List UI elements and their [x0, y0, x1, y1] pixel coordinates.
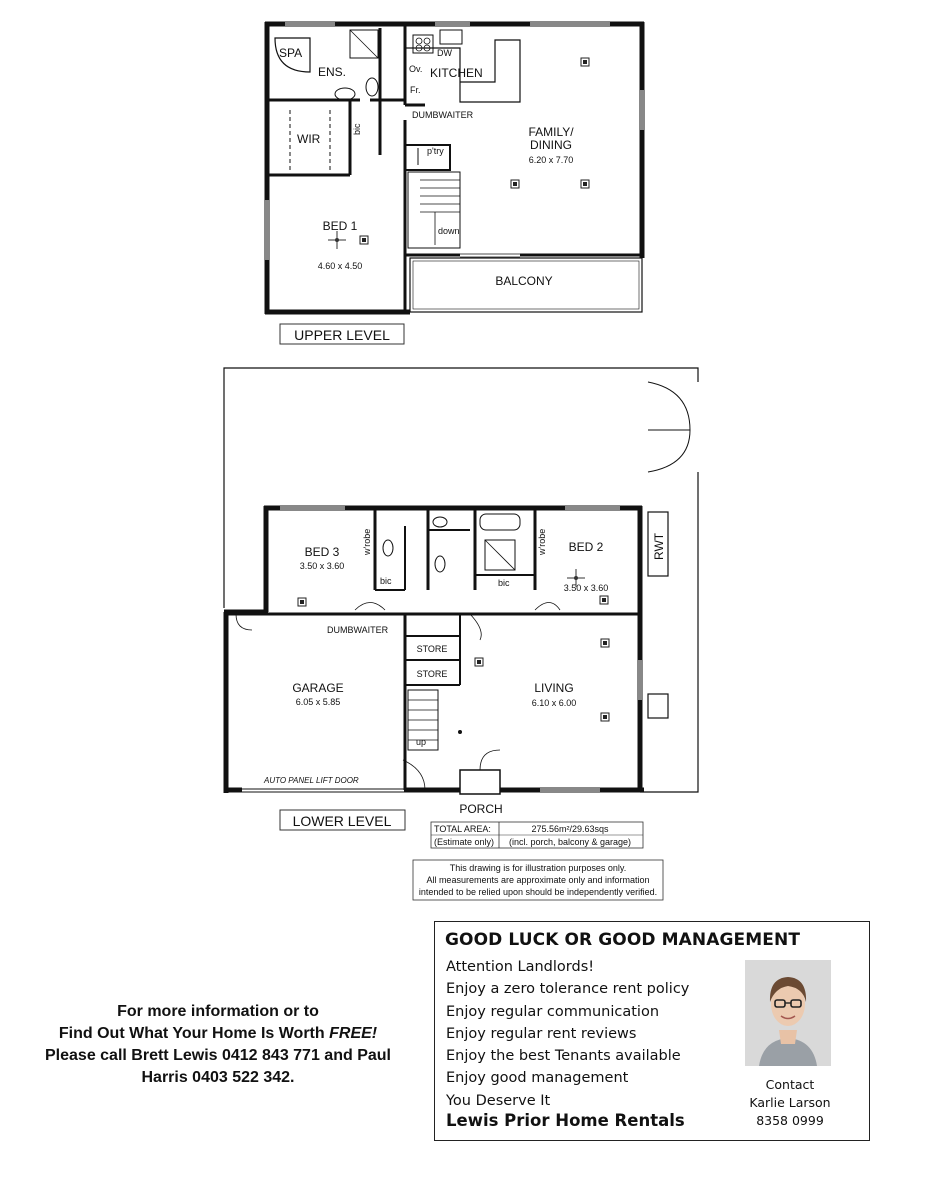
total-area-box [431, 822, 643, 848]
auto-door-label: AUTO PANEL LIFT DOOR [264, 776, 359, 785]
ensuite-label: ENS. [318, 65, 347, 79]
contact-label: Contact [765, 1077, 815, 1092]
store1-label: STORE [416, 644, 448, 654]
advert-line: Enjoy good management [446, 1070, 629, 1087]
oven-label: Ov. [409, 64, 423, 74]
store2-label: STORE [416, 669, 448, 679]
disclaimer-line-3: intended to be relied upon should be independently verified. [418, 887, 658, 897]
kitchen-label: KITCHEN [430, 66, 483, 80]
advert-line: Attention Landlords! [446, 959, 595, 975]
bic-right-label: bic [498, 578, 510, 588]
area-estimate: (Estimate only) [434, 837, 495, 847]
pantry-label: p'try [427, 146, 444, 156]
fridge-label: Fr. [410, 85, 421, 95]
contact-name: Karlie Larson [749, 1095, 831, 1110]
bic-label: bic [352, 123, 362, 135]
bic-left-label: bic [380, 576, 392, 586]
spa-label: SPA [279, 46, 303, 60]
family-label: FAMILY/ [528, 125, 574, 139]
area-label: TOTAL AREA: [434, 824, 491, 834]
advert-line: You Deserve It [446, 1092, 551, 1109]
bed3-size-label: 3.50 x 3.60 [299, 561, 345, 571]
lower-level-labels [263, 529, 666, 816]
promo-line-3: Please call Brett Lewis 0412 843 771 and Paul [45, 1047, 391, 1064]
wrobe-left-label: w'robe [362, 528, 372, 555]
bed2-label: BED 2 [568, 540, 604, 554]
bed1-label: BED 1 [322, 219, 358, 233]
balcony-label: BALCONY [495, 274, 553, 288]
upper-level-title [280, 324, 404, 344]
contact-phone: 8358 0999 [756, 1113, 824, 1128]
living-label: LIVING [534, 681, 574, 695]
advert-box [434, 921, 870, 1141]
dumbwaiter-lower-label: DUMBWAITER [327, 625, 389, 635]
dining-label: DINING [530, 138, 572, 152]
lower-level-title [280, 810, 405, 830]
advert-brand: Lewis Prior Home Rentals [446, 1111, 685, 1130]
bed2-size-label: 3.50 x 3.60 [563, 583, 609, 593]
dumbwaiter-upper-label: DUMBWAITER [412, 110, 474, 120]
advert-lines [446, 956, 689, 1112]
disclaimer-box [413, 860, 663, 900]
svg-text:LOWER LEVEL: LOWER LEVEL [292, 813, 392, 829]
advert-title: GOOD LUCK OR GOOD MANAGEMENT [445, 930, 801, 950]
promo-text [18, 1001, 418, 1089]
wir-label: WIR [297, 132, 321, 146]
living-size-label: 6.10 x 6.00 [531, 698, 577, 708]
garage-size-label: 6.05 x 5.85 [295, 697, 341, 707]
wrobe-right-label: w'robe [537, 528, 547, 555]
area-value: 275.56m²/29.63sqs [531, 824, 609, 834]
contact-photo [745, 960, 831, 1066]
promo-line-1: For more information or to [117, 1003, 319, 1020]
upper-level-labels [279, 46, 574, 288]
bed1-size-label: 4.60 x 4.50 [317, 261, 363, 271]
garage-label: GARAGE [292, 681, 344, 695]
lower-level-plan [224, 368, 698, 794]
advert-line: Enjoy a zero tolerance rent policy [446, 981, 690, 998]
advert-line: Enjoy regular communication [446, 1003, 660, 1020]
stairs-up-label: up [416, 737, 427, 747]
contact-details [735, 1076, 845, 1130]
promo-line-2: Find Out What Your Home Is Worth FREE! [58, 1025, 378, 1042]
disclaimer-line-1: This drawing is for illustration purposes only. [449, 863, 627, 873]
bed3-label: BED 3 [304, 545, 340, 559]
rwt-label: RWT [652, 532, 666, 560]
promo-line-4: Harris 0403 522 342. [141, 1069, 295, 1086]
advert-line: Enjoy the best Tenants available [446, 1048, 681, 1065]
advert-line: Enjoy regular rent reviews [446, 1025, 637, 1042]
dishwasher-label: DW [437, 48, 452, 58]
stairs-down-label: down [438, 226, 460, 236]
svg-text:UPPER LEVEL: UPPER LEVEL [294, 327, 390, 343]
family-size-label: 6.20 x 7.70 [528, 155, 574, 165]
porch-label: PORCH [459, 802, 503, 816]
area-note: (incl. porch, balcony & garage) [508, 837, 632, 847]
disclaimer-line-2: All measurements are approximate only and information [426, 875, 650, 885]
